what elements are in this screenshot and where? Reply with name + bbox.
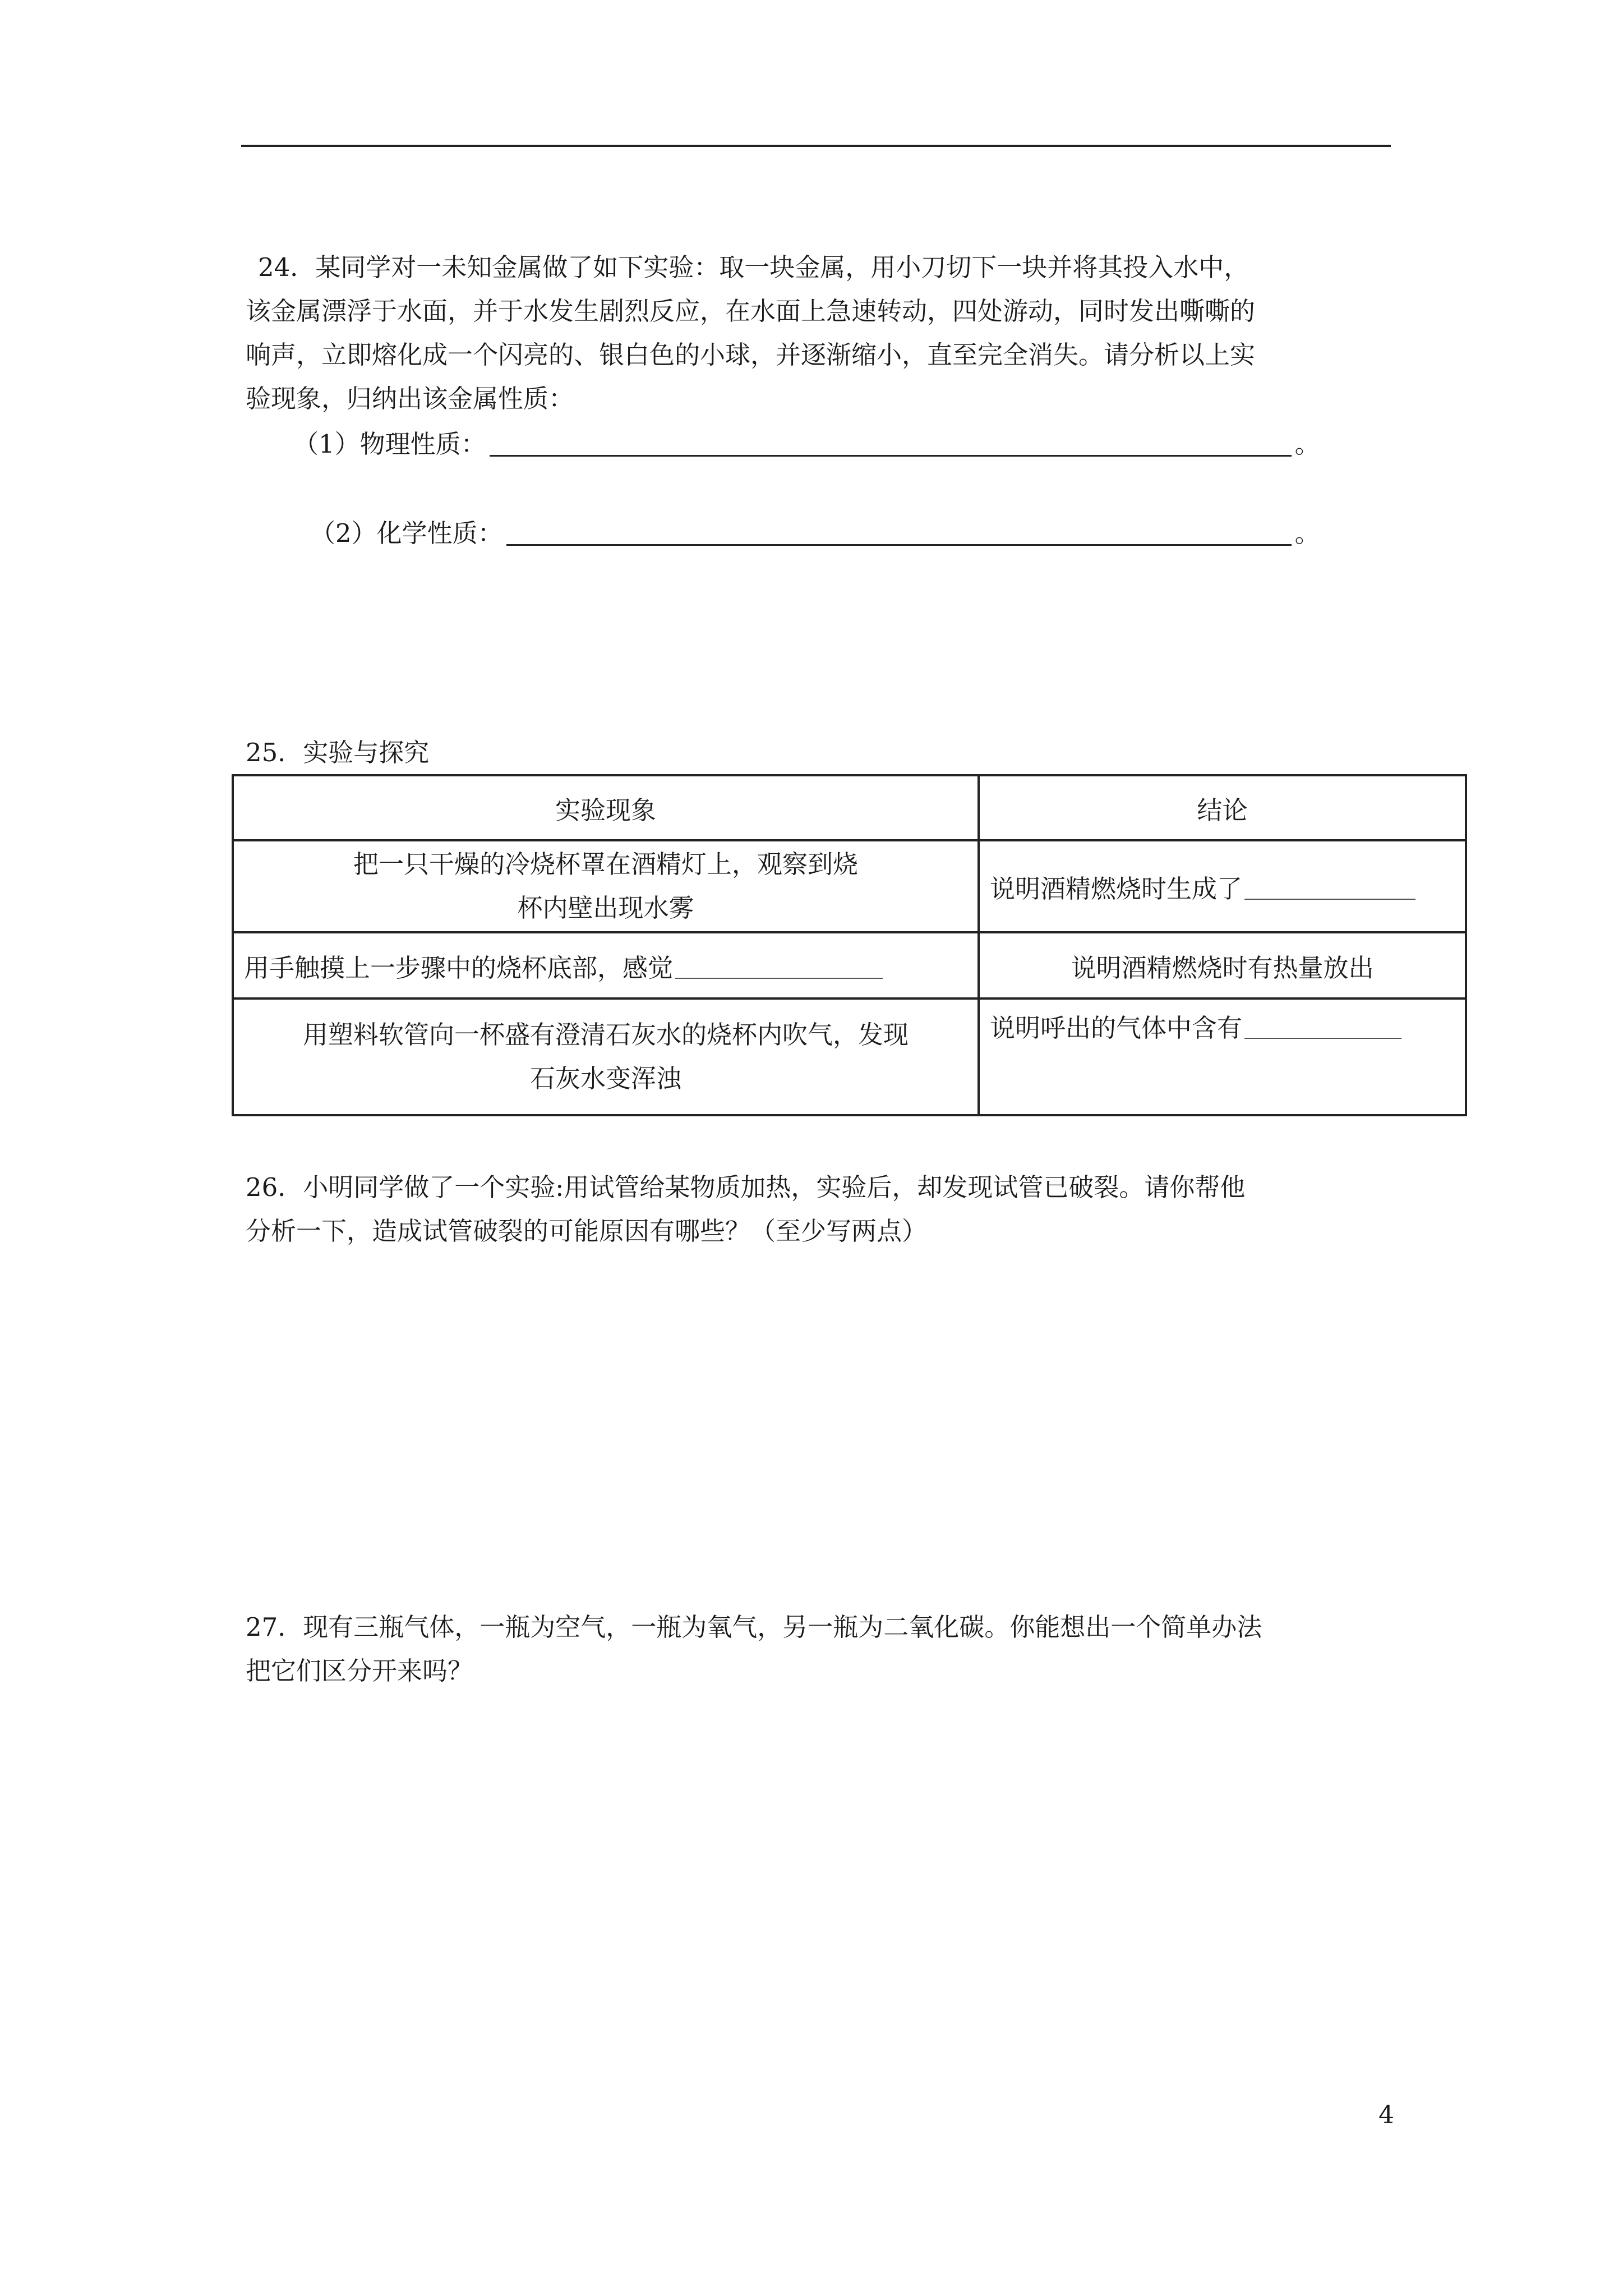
q26-stem (246, 1166, 1395, 1253)
table-header-row (233, 775, 1466, 840)
q25-experiment-table (232, 774, 1467, 1116)
q24-item-2-end: 。 (1294, 518, 1320, 548)
q24-physical-answer-blank[interactable] (490, 430, 1292, 457)
header-phenomenon: 实验现象 (233, 775, 979, 840)
row1-phenomenon-line-1: 把一只干燥的冷烧杯罩在酒精灯上，观察到烧 (353, 849, 858, 879)
header-conclusion: 结论 (979, 775, 1466, 840)
table-row (233, 999, 1466, 1115)
page-number: 4 (1378, 2101, 1394, 2129)
q24-chemical-answer-blank[interactable] (506, 519, 1292, 546)
q24-item-2 (310, 517, 1320, 550)
q24-line-2: 该金属漂浮于水面，并于水发生剧烈反应，在水面上急速转动，四处游动，同时发出嘶嘶的 (246, 296, 1256, 326)
row3-phenomenon-line-1: 用塑料软管向一杯盛有澄清石灰水的烧杯内吹气，发现 (302, 1020, 909, 1050)
row2-phenomenon (233, 932, 979, 999)
row2-answer-blank[interactable] (675, 955, 883, 979)
row1-phenomenon (233, 840, 979, 932)
q25-title: 25．实验与探究 (246, 738, 430, 767)
q27-stem (246, 1605, 1395, 1693)
q27-line-2: 把它们区分开来吗？ (246, 1656, 473, 1686)
table-row (233, 932, 1466, 999)
q24-line-1: 24．某同学对一未知金属做了如下实验：取一块金属，用小刀切下一块并将其投入水中， (258, 252, 1249, 282)
q24-stem (246, 246, 1395, 421)
q24-item-1 (293, 427, 1320, 461)
row2-conclusion: 说明酒精燃烧时有热量放出 (979, 932, 1466, 999)
q24-item-1-end: 。 (1294, 429, 1320, 459)
row3-phenomenon (233, 999, 979, 1115)
row1-answer-blank[interactable] (1244, 876, 1415, 900)
row1-phenomenon-line-2: 杯内壁出现水雾 (517, 893, 694, 923)
row3-conclusion-text: 说明呼出的气体中含有 (990, 1013, 1243, 1043)
q24-item-1-label: （1）物理性质： (293, 429, 486, 459)
row3-answer-blank[interactable] (1244, 1015, 1401, 1039)
row2-phenomenon-text: 用手触摸上一步骤中的烧杯底部，感觉 (244, 953, 674, 983)
row3-conclusion (979, 999, 1466, 1115)
row3-phenomenon-line-2: 石灰水变浑浊 (529, 1064, 681, 1093)
q27-line-1: 27．现有三瓶气体，一瓶为空气，一瓶为氧气，另一瓶为二氧化碳。你能想出一个简单办法 (246, 1612, 1262, 1642)
table-row (233, 840, 1466, 932)
q26-line-2: 分析一下，造成试管破裂的可能原因有哪些？（至少写两点） (246, 1216, 928, 1246)
q24-line-3: 响声，立即熔化成一个闪亮的、银白色的小球，并逐渐缩小，直至完全消失。请分析以上实 (246, 340, 1256, 370)
q24-line-4: 验现象，归纳出该金属性质： (246, 384, 574, 413)
row1-conclusion-text: 说明酒精燃烧时生成了 (990, 873, 1243, 904)
header-rule (241, 145, 1391, 147)
q26-line-1: 26．小明同学做了一个实验:用试管给某物质加热，实验后，却发现试管已破裂。请你帮他 (246, 1172, 1246, 1202)
q24-item-2-label: （2）化学性质： (310, 518, 503, 548)
row1-conclusion (979, 840, 1466, 932)
